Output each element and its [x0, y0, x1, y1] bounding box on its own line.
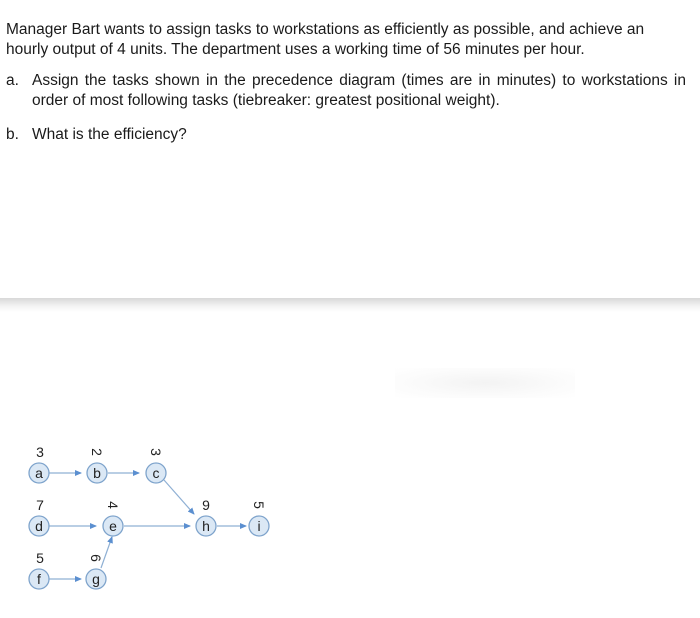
precedence-diagram — [0, 430, 300, 600]
node-i-time: 5 — [251, 501, 267, 509]
node-e-label: e — [109, 518, 117, 534]
node-a — [29, 463, 49, 483]
node-g-label: g — [92, 571, 100, 587]
node-b — [87, 463, 107, 483]
node-h-label: h — [202, 518, 210, 534]
node-b-time: 2 — [89, 448, 105, 456]
node-c-time: 3 — [148, 448, 164, 456]
question-a-text: Assign the tasks shown in the precedence diagram (times are in minutes) to workstations in order of most following tasks (tiebreaker: greatest positional weight). — [32, 72, 686, 109]
question-a-label: a. — [6, 72, 19, 89]
node-c-label: c — [152, 465, 160, 481]
edge-c-h — [164, 480, 194, 514]
node-h — [196, 516, 216, 536]
node-b-label: b — [93, 465, 101, 481]
question-b — [6, 125, 686, 145]
node-d — [29, 516, 49, 536]
node-f-time: 5 — [36, 550, 44, 566]
scan-smudge — [395, 368, 575, 398]
problem-statement — [6, 20, 686, 159]
node-e-time: 4 — [105, 501, 121, 509]
question-b-text: What is the efficiency? — [32, 126, 187, 143]
node-g — [86, 569, 106, 589]
node-c — [146, 463, 166, 483]
node-e — [103, 516, 123, 536]
node-d-label: d — [35, 518, 43, 534]
node-i-label: i — [257, 518, 261, 534]
question-a — [6, 71, 686, 111]
page-divider — [0, 298, 700, 312]
question-b-label: b. — [6, 126, 19, 143]
node-f — [29, 569, 49, 589]
edge-g-e — [101, 537, 112, 568]
node-i — [249, 516, 269, 536]
node-f-label: f — [37, 571, 41, 587]
node-a-time: 3 — [36, 444, 44, 460]
node-g-time: 6 — [88, 554, 104, 562]
node-h-time: 9 — [202, 497, 210, 513]
node-a-label: a — [35, 465, 43, 481]
problem-intro: Manager Bart wants to assign tasks to workstations as efficiently as possible, and achieve an hourly output of 4 units. The department uses a working time of 56 minutes per hour. — [6, 21, 645, 58]
node-d-time: 7 — [36, 497, 44, 513]
